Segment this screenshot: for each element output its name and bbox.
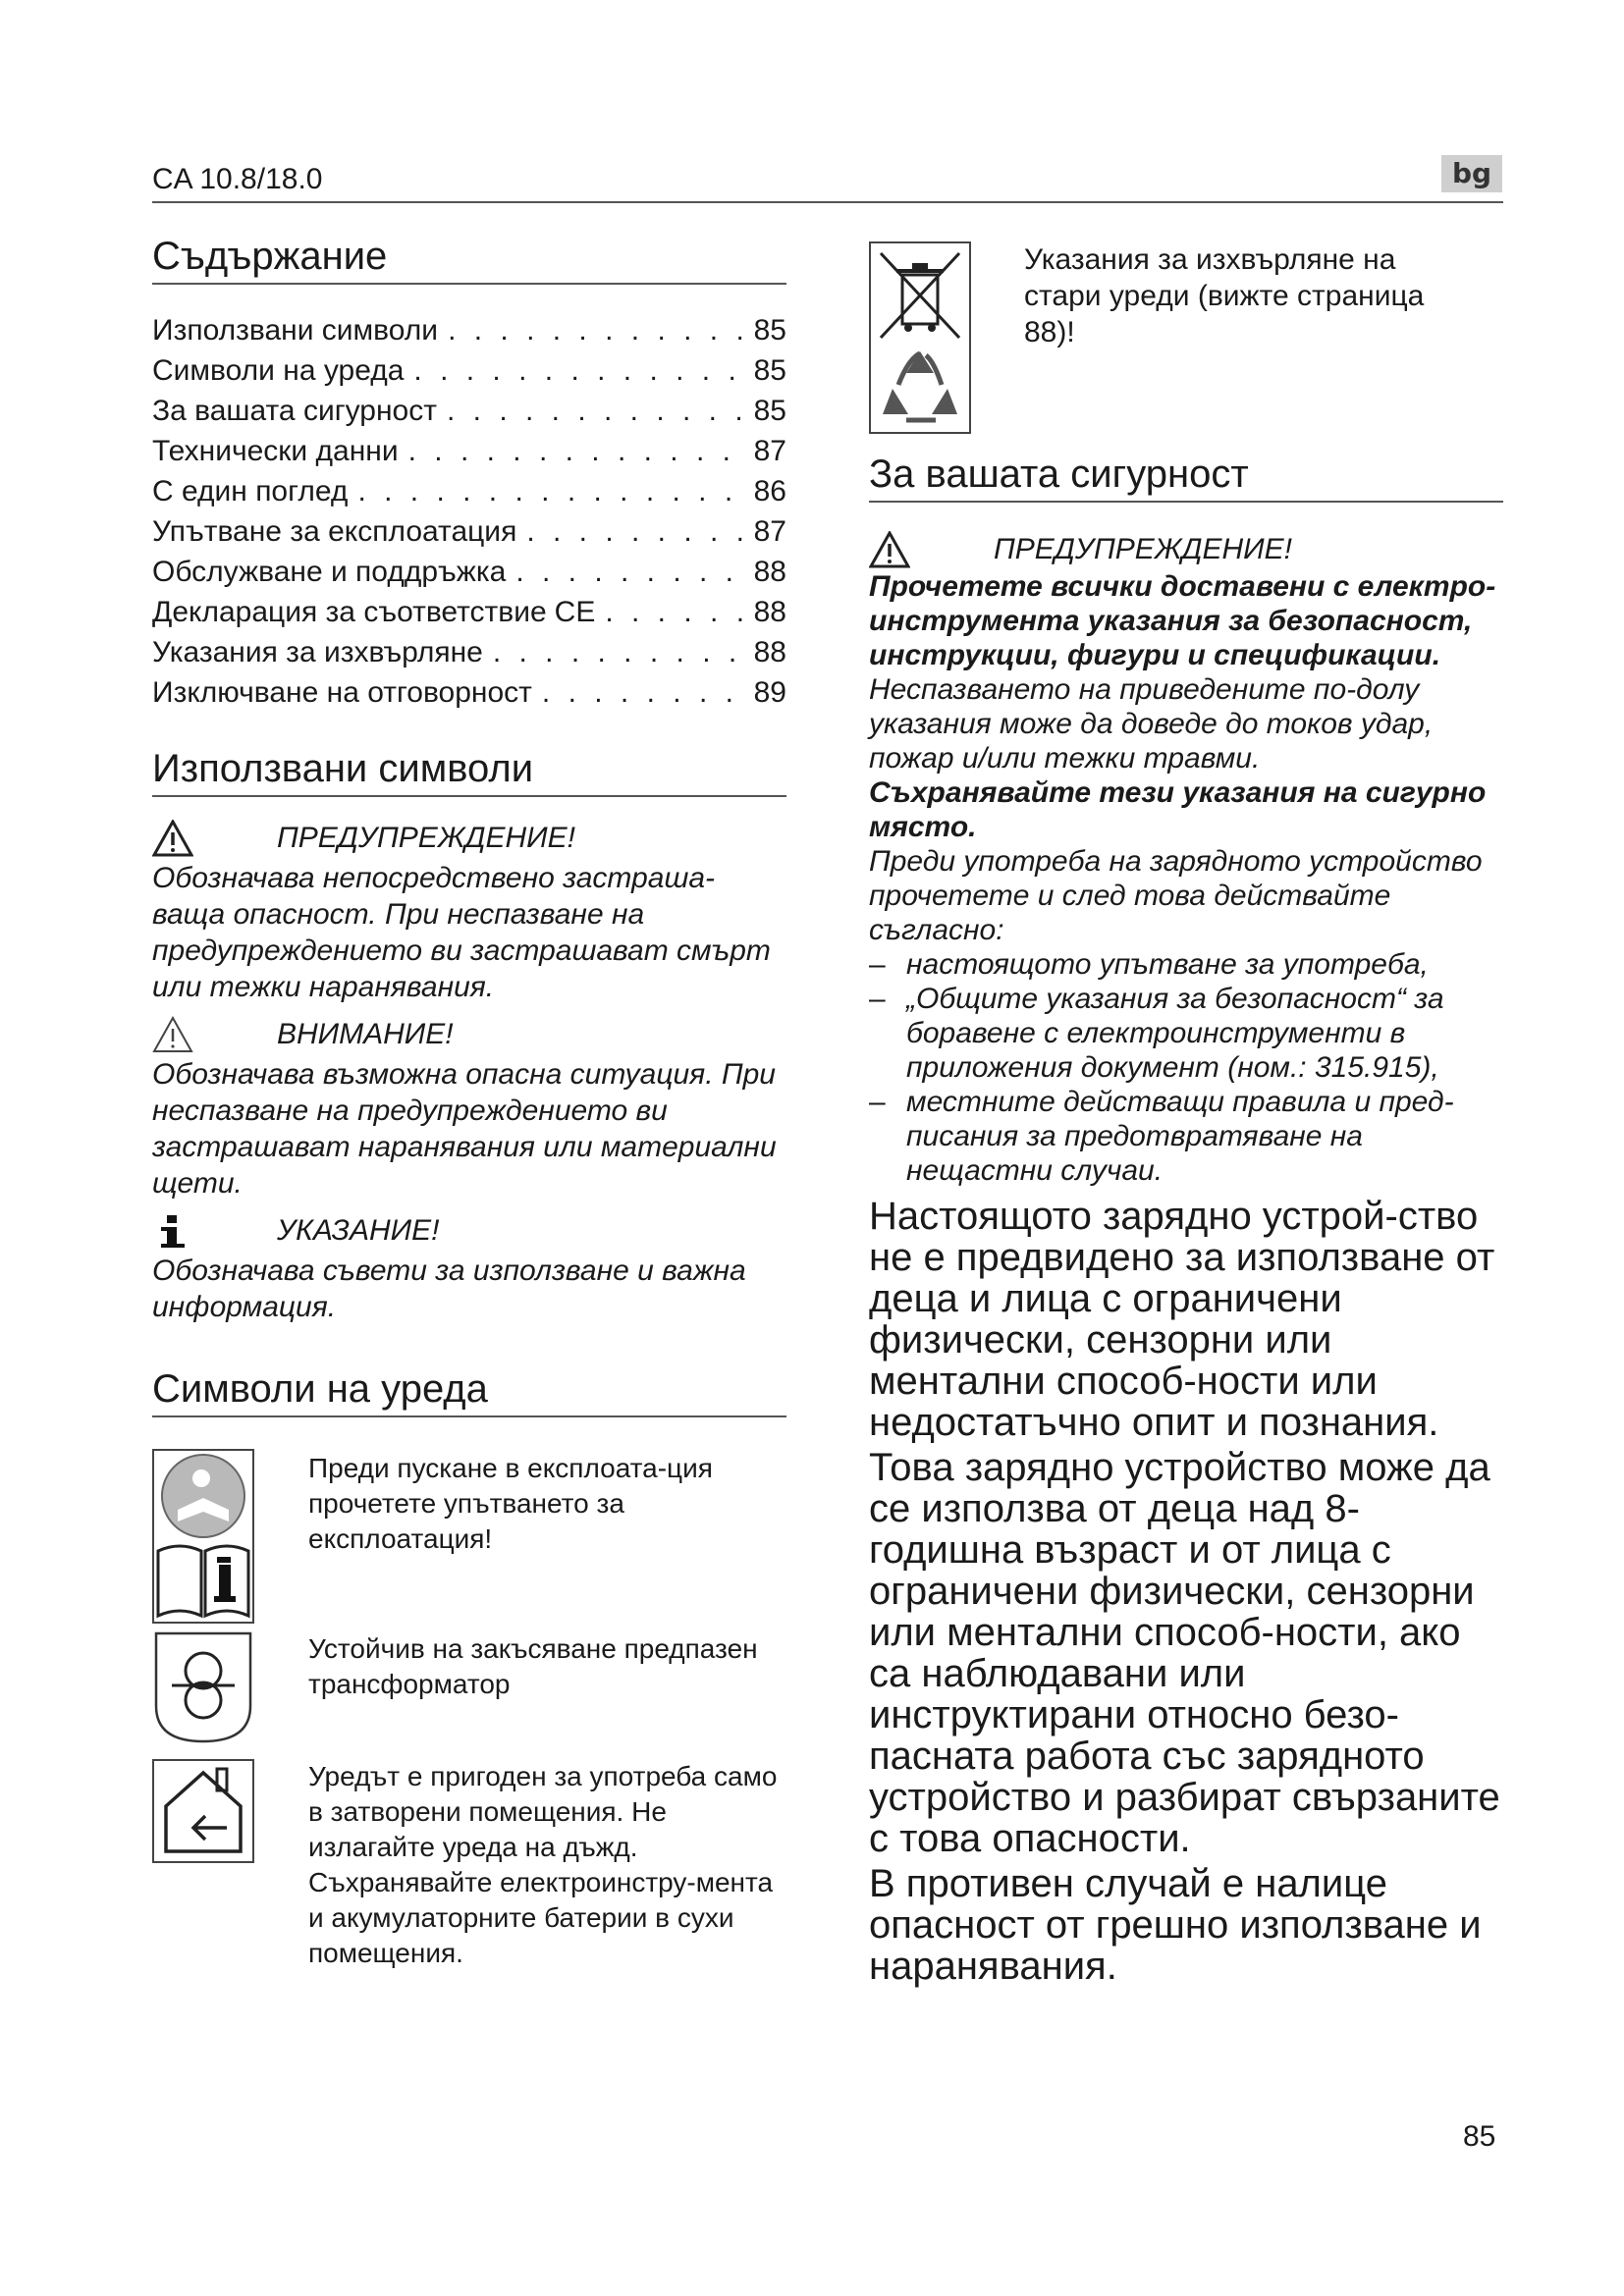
safety-text-1: Неспазването на приведените по-долу указания може да доведе до токов удар, пожар и/или тежки травми. [869, 673, 1434, 774]
safety-bold-2: Съхранявайте тези указания на сигурно място. [869, 776, 1487, 843]
list-item: – „Общите указания за безопасност“ за боравене с електроинструменти в приложения документ (ном.: 315.915), [869, 982, 1503, 1085]
safety-bold-1: Прочетете всички доставени с електро-инструмента указания за безопасност, инструкции, фигури и спецификации. [869, 570, 1496, 671]
read-manual-icon [152, 1449, 254, 1624]
warning-label: ПРЕДУПРЕЖДЕНИЕ! [277, 822, 575, 854]
language-badge: bg [1441, 155, 1502, 192]
caution-block [152, 1015, 786, 1201]
warning-text: Обозначава непосредствено застраша-ваща опасност. При неспазване на предупреждението ви застрашават смърт или тежки наранявания. [152, 862, 771, 1003]
toc-item[interactable]: Указания за изхвърляне . . . 88 [152, 632, 786, 672]
toc-item[interactable]: За вашата сигурност . . . 85 [152, 391, 786, 431]
toc-list [152, 310, 786, 713]
indoor-use-icon [152, 1759, 254, 1863]
list-item: – местните действащи правила и пред-писания за предотвратяване на нещастни случаи. [869, 1085, 1503, 1188]
note-label: УКАЗАНИЕ! [277, 1214, 440, 1247]
toc-item[interactable]: Декларация за съответствие CE . . . 88 [152, 592, 786, 632]
disposal-icons [869, 241, 971, 434]
page-number: 85 [1463, 2120, 1496, 2153]
toc-title: Съдържание [152, 234, 786, 285]
safety-paragraph-3: В противен случай е налице опасност от грешно използване и наранявания. [869, 1862, 1482, 1988]
caution-text: Обозначава възможна опасна ситуация. При неспазване на предупреждението ви застрашават наранявания или материални щети. [152, 1058, 777, 1200]
indoor-text: Уредът е пригоден за употреба само в затворени помещения. Не излагайте уреда на дъжд. Съхранявайте електроинстру-мента и акумулаторните батерии в сухи помещения. [308, 1761, 778, 1968]
safety-warning-head [869, 530, 1503, 569]
model-number: CA 10.8/18.0 [152, 163, 323, 195]
used-symbols-title: Използвани символи [152, 746, 786, 797]
ce-mark: CE [554, 596, 596, 628]
safety-title: За вашата сигурност [869, 452, 1503, 503]
safety-warning-label: ПРЕДУПРЕЖДЕНИЕ! [994, 533, 1292, 565]
safety-bullets [869, 947, 1503, 1188]
device-symbols-title: Символи на уреда [152, 1366, 786, 1417]
caution-label: ВНИМАНИЕ! [277, 1018, 454, 1050]
toc-item[interactable]: С един поглед . . . 86 [152, 471, 786, 511]
transformer-text: Устойчив на закъсяване предпазен трансформатор [308, 1633, 758, 1699]
transformer-icon [152, 1628, 254, 1745]
toc-item[interactable]: Обслужване и поддръжка . . . 88 [152, 552, 786, 592]
read-manual-text: Преди пускане в експлоата-ция прочетете упътването за експлоатация! [308, 1453, 713, 1554]
right-column [869, 234, 1503, 1987]
toc-item[interactable]: Изключване на отговорност . . . 89 [152, 672, 786, 713]
toc-item[interactable]: Упътване за експлоатация . . . 87 [152, 511, 786, 552]
left-column [152, 234, 786, 1971]
note-text: Обозначава съвети за използване и важна информация. [152, 1255, 746, 1323]
disposal-row [869, 241, 1503, 434]
safety-paragraph-2: Това зарядно устройство може да се използва от деца над 8-годишна възраст и от лица с ограничени физически, сензорни или ментални способ-ности, ако са наблюдавани или инструктирани относно безо-пасната работа със зарядното устройство и разбират свързаните с това опасности. [869, 1446, 1500, 1860]
caution-triangle-icon [152, 1016, 193, 1053]
safety-text-2: Преди употреба на зарядното устройство прочетете и след това действайте съгласно: [869, 845, 1483, 946]
warning-triangle-icon [869, 531, 910, 568]
toc-item[interactable]: Символи на уреда . . . 85 [152, 350, 786, 391]
indoor-row [152, 1759, 786, 1971]
list-item: – настоящото упътване за употреба, [869, 947, 1503, 982]
info-icon [152, 1212, 193, 1250]
warning-block [152, 819, 786, 1005]
read-manual-row [152, 1449, 786, 1624]
transformer-row [152, 1628, 786, 1745]
toc-item[interactable]: Използвани символи . . . 85 [152, 310, 786, 350]
safety-paragraph-1: Настоящото зарядно устрой-ство не е предвидено за използване от деца и лица с ограничени физически, сензорни или ментални способ-ности или недостатъчно опит и познания. [869, 1195, 1495, 1444]
disposal-text: Указания за изхвърляне на стари уреди (вижте страница 88)! [1024, 243, 1425, 348]
header-divider [152, 201, 1503, 203]
toc-item[interactable]: Технически данни . . . 87 [152, 431, 786, 471]
warning-triangle-icon [152, 820, 193, 857]
note-block [152, 1211, 786, 1325]
